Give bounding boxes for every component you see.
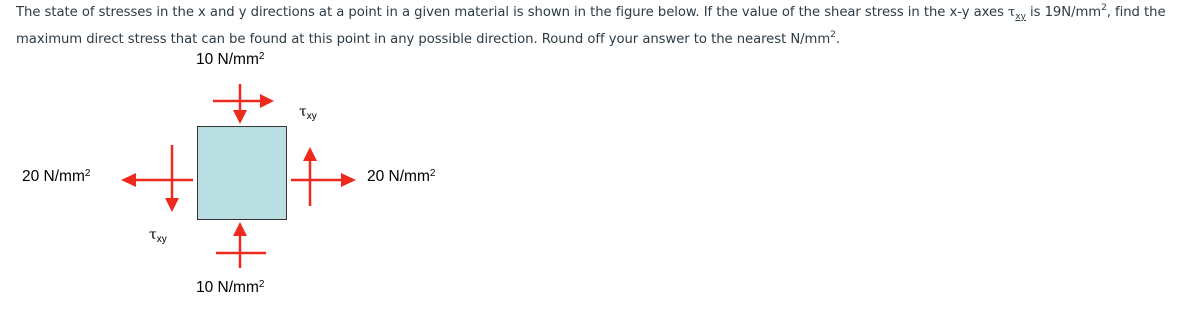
- right-normal-arrowhead: [341, 173, 356, 187]
- top-stress-value: 10 N/mm: [196, 51, 259, 68]
- question-line-2-text: maximum direct stress that can be found at this point in any possible direction. Round off your answer to the nearest N/mm: [16, 32, 831, 47]
- right-shear-arrowhead: [303, 147, 317, 161]
- bottom-stress-value: 10 N/mm: [196, 279, 259, 296]
- bottom-stress-exponent: 2: [258, 279, 265, 290]
- shear-value-exponent: 2: [1101, 3, 1107, 13]
- left-stress-value: 20 N/mm: [22, 168, 85, 185]
- tau-symbol: τ: [1008, 5, 1016, 20]
- left-stress-exponent: 2: [84, 168, 91, 179]
- question-line-1-text: The state of stresses in the x and y directions at a point in a given material is shown in the figure below. If the value of the shear stress in the x-y axes: [16, 5, 1009, 20]
- right-stress-value: 20 N/mm: [367, 168, 430, 185]
- right-stress-exponent: 2: [429, 168, 436, 179]
- tau-subscript: xy: [1015, 12, 1026, 22]
- question-line-2-end: .: [835, 32, 840, 47]
- left-normal-arrowhead: [121, 173, 136, 187]
- question-line-1-end: , find the: [1106, 5, 1166, 20]
- right-arrow-group: [291, 147, 356, 206]
- shear-label-top-subscript: xy: [306, 111, 317, 122]
- top-arrow-group: [213, 84, 274, 124]
- left-arrow-group: [121, 145, 193, 212]
- shear-label-bottom-subscript: xy: [156, 234, 167, 245]
- shear-label-top-symbol: τ: [299, 104, 307, 120]
- top-normal-arrowhead: [233, 110, 247, 124]
- shear-value-text: is 19N/mm: [1025, 5, 1102, 20]
- left-shear-arrowhead: [165, 198, 179, 212]
- bottom-arrow-group: [216, 222, 266, 268]
- top-shear-arrowhead: [260, 94, 274, 108]
- shear-label-bottom-symbol: τ: [149, 227, 157, 243]
- rounding-unit-exponent: 2: [830, 30, 836, 40]
- bottom-normal-arrowhead: [233, 222, 247, 236]
- top-stress-exponent: 2: [258, 51, 265, 62]
